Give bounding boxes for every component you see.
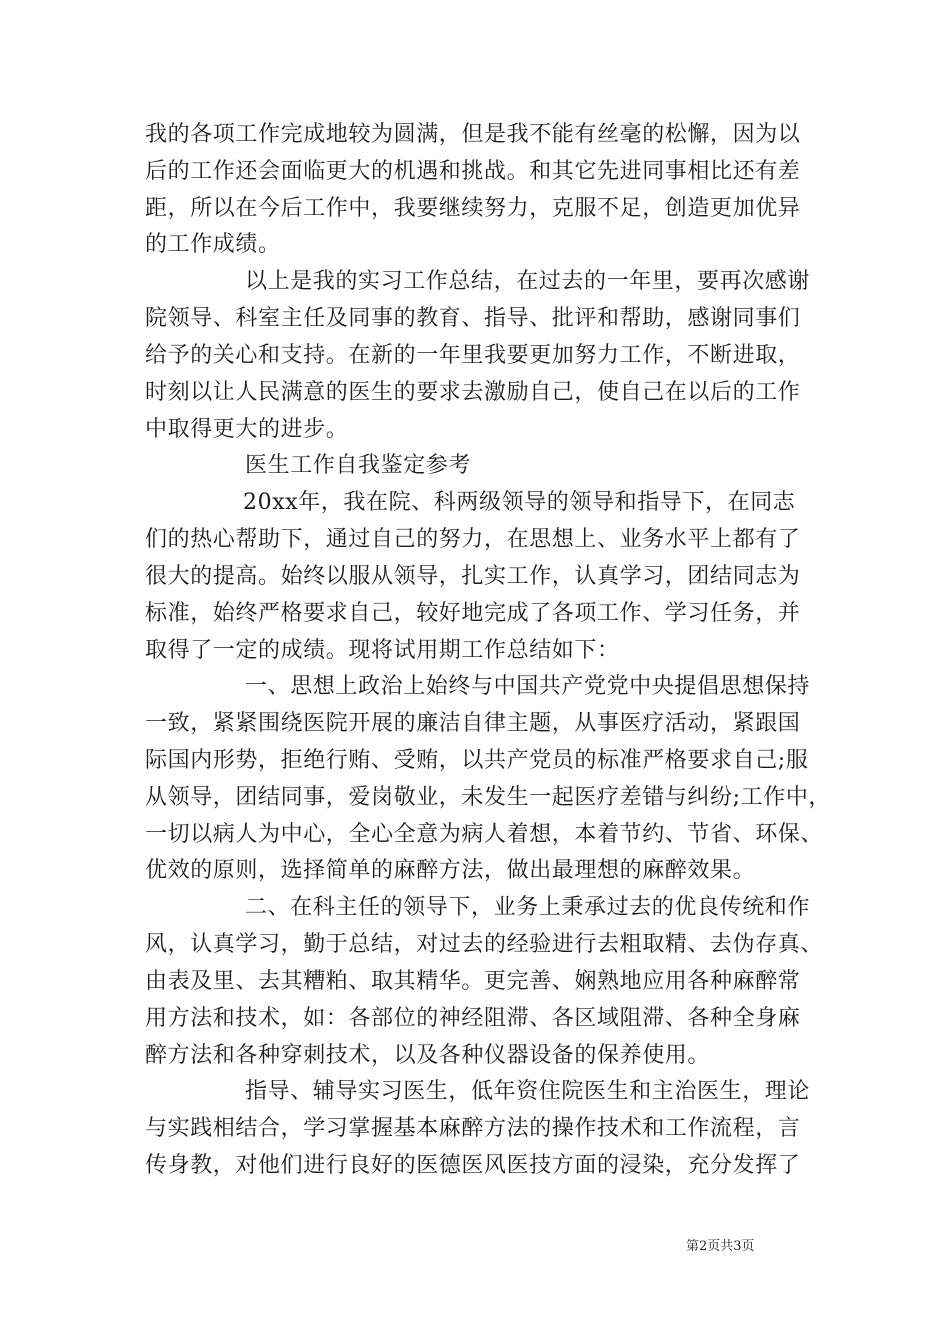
body-text-line: 从领导，团结同事，爱岗敬业，未发生一起医疗差错与纠纷;工作中， — [145, 785, 832, 810]
paragraph-first-line: 一、思想上政治上始终与中国共产党党中央提倡思想保持 — [245, 674, 811, 699]
body-text-line: 用方法和技术，如：各部位的神经阻滞、各区域阻滞、各种全身麻 — [145, 1006, 801, 1031]
paragraph-first-line: 20xx年，我在院、科两级领导的领导和指导下，在同志 — [243, 490, 796, 515]
body-text-line: 的工作成绩。 — [145, 232, 281, 257]
body-text-line: 一切以病人为中心，全心全意为病人着想，本着节约、节省、环保、 — [145, 822, 824, 847]
body-text-line: 我的各项工作完成地较为圆满，但是我不能有丝毫的松懈，因为以 — [145, 122, 801, 147]
body-text-line: 醉方法和各种穿刺技术，以及各种仪器设备的保养使用。 — [145, 1043, 711, 1068]
section-title: 医生工作自我鉴定参考 — [245, 453, 472, 478]
body-text-line: 很大的提高。始终以服从领导，扎实工作，认真学习，团结同志为 — [145, 564, 801, 589]
body-text-line: 给予的关心和支持。在新的一年里我要更加努力工作，不断进取， — [145, 343, 801, 368]
body-text-line: 取得了一定的成绩。现将试用期工作总结如下： — [145, 638, 620, 663]
page-number-footer: 第2页共3页 — [686, 1239, 755, 1254]
body-text-line: 际国内形势，拒绝行贿、受贿，以共产党员的标准严格要求自己;服 — [145, 748, 809, 773]
paragraph-first-line: 以上是我的实习工作总结，在过去的一年里，要再次感谢 — [245, 269, 811, 294]
body-text-line: 一致，紧紧围绕医院开展的廉洁自律主题，从事医疗活动，紧跟国 — [145, 711, 801, 736]
paragraph-first-line: 二、在科主任的领导下，业务上秉承过去的优良传统和作 — [245, 895, 811, 920]
body-text-line: 中取得更大的进步。 — [145, 417, 349, 442]
body-text-line: 距，所以在今后工作中，我要继续努力，克服不足，创造更加优异 — [145, 196, 801, 221]
body-text-line: 时刻以让人民满意的医生的要求去激励自己，使自己在以后的工作 — [145, 380, 801, 405]
body-text-line: 传身教，对他们进行良好的医德医风医技方面的浸染，充分发挥了 — [145, 1153, 801, 1178]
body-text-line: 由表及里、去其糟粕、取其精华。更完善、娴熟地应用各种麻醉常 — [145, 969, 801, 994]
body-text-line: 风，认真学习，勤于总结，对过去的经验进行去粗取精、去伪存真、 — [145, 932, 824, 957]
body-text-line: 优效的原则，选择简单的麻醉方法，做出最理想的麻醉效果。 — [145, 858, 756, 883]
paragraph-first-line: 指导、辅导实习医生，低年资住院医生和主治医生，理论 — [245, 1079, 811, 1104]
body-text-line: 标准，始终严格要求自己，较好地完成了各项工作、学习任务，并 — [145, 601, 801, 626]
body-text-line: 与实践相结合，学习掌握基本麻醉方法的操作技术和工作流程，言 — [145, 1116, 801, 1141]
body-text-line: 院领导、科室主任及同事的教育、指导、批评和帮助，感谢同事们 — [145, 306, 801, 331]
body-text-line: 后的工作还会面临更大的机遇和挑战。和其它先进同事相比还有差 — [145, 159, 801, 184]
body-text-line: 们的热心帮助下，通过自己的努力，在思想上、业务水平上都有了 — [145, 527, 801, 552]
